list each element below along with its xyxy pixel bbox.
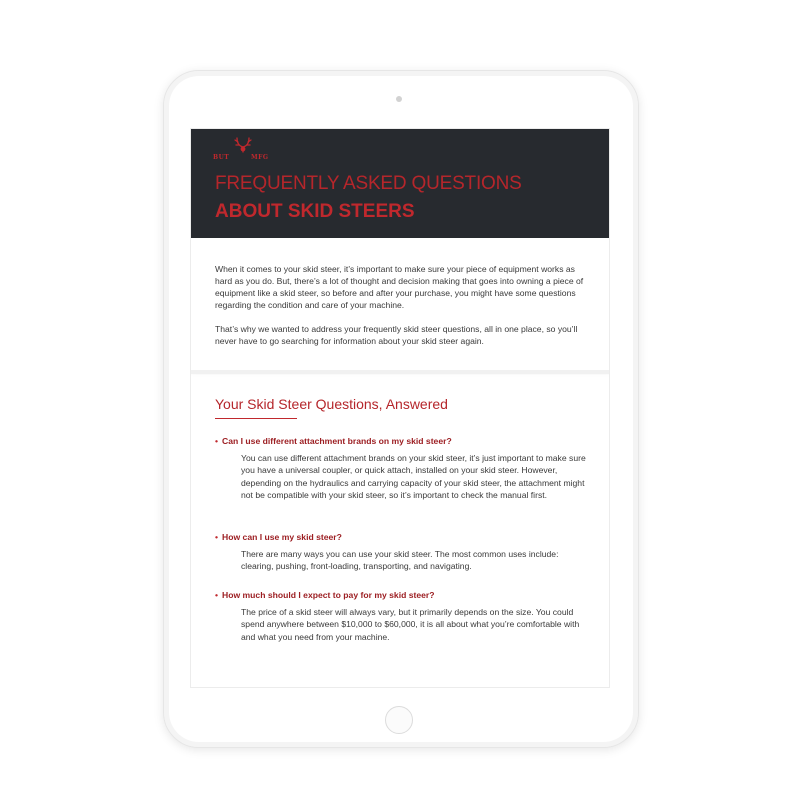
tablet-screen xyxy=(190,128,610,688)
bullet-icon: • xyxy=(215,590,219,600)
faq-question-text: How can I use my skid steer? xyxy=(222,532,342,542)
faq-answer: There are many ways you can use your skid steer. The most common uses include: clearing, pushing, front-loading, transporting, and navigating. xyxy=(241,549,559,572)
logo-text-right: MFG xyxy=(251,154,269,161)
bullet-icon: • xyxy=(215,532,219,542)
faq-question-text: Can I use different attachment brands on my skid steer? xyxy=(222,436,452,446)
home-button[interactable] xyxy=(385,706,413,734)
faq-question xyxy=(215,590,435,600)
faq-answer: You can use different attachment brands on your skid steer, it’s just important to make sure you have a universal coupler, or quick attach, installed on your skid steer. However, depending on the hydraulics and carrying capacity of your skid steer, the attachment might not be compatible with your skid steer, so it’s important to check the manual first. xyxy=(241,453,586,501)
bullet-icon: • xyxy=(215,436,219,446)
page-title-line2: ABOUT SKID STEERS xyxy=(215,201,415,222)
faq-answer: The price of a skid steer will always vary, but it primarily depends on the size. You could spend anywhere between $10,000 to $60,000, it is all about what you’re comfortable with and what you need from your machine. xyxy=(241,607,580,642)
faq-question xyxy=(215,532,342,542)
logo-text-left: BUT xyxy=(213,154,230,161)
intro-card xyxy=(191,238,610,370)
qa-section xyxy=(191,374,610,688)
faq-question-text: How much should I expect to pay for my skid steer? xyxy=(222,590,435,600)
page-title-line1: FREQUENTLY ASKED QUESTIONS xyxy=(215,173,522,194)
intro-paragraph-2: That’s why we wanted to address your frequently skid steer questions, all in one place, so you’ll never have to go searching for information about your skid steer again. xyxy=(215,324,578,346)
section-heading: Your Skid Steer Questions, Answered xyxy=(215,396,448,412)
antlers-icon xyxy=(233,135,253,155)
brand-logo xyxy=(213,135,273,165)
camera-icon xyxy=(396,96,402,102)
hero-header xyxy=(191,129,610,238)
intro-paragraph-1: When it comes to your skid steer, it’s important to make sure your piece of equipment works as hard as you do. But, there’s a lot of thought and decision making that goes into owning a piece of equipment like a skid steer, so before and after your purchase, you might have some questions regarding the condition and care of your machine. xyxy=(215,264,584,310)
faq-question xyxy=(215,436,452,446)
heading-underline xyxy=(215,418,297,419)
